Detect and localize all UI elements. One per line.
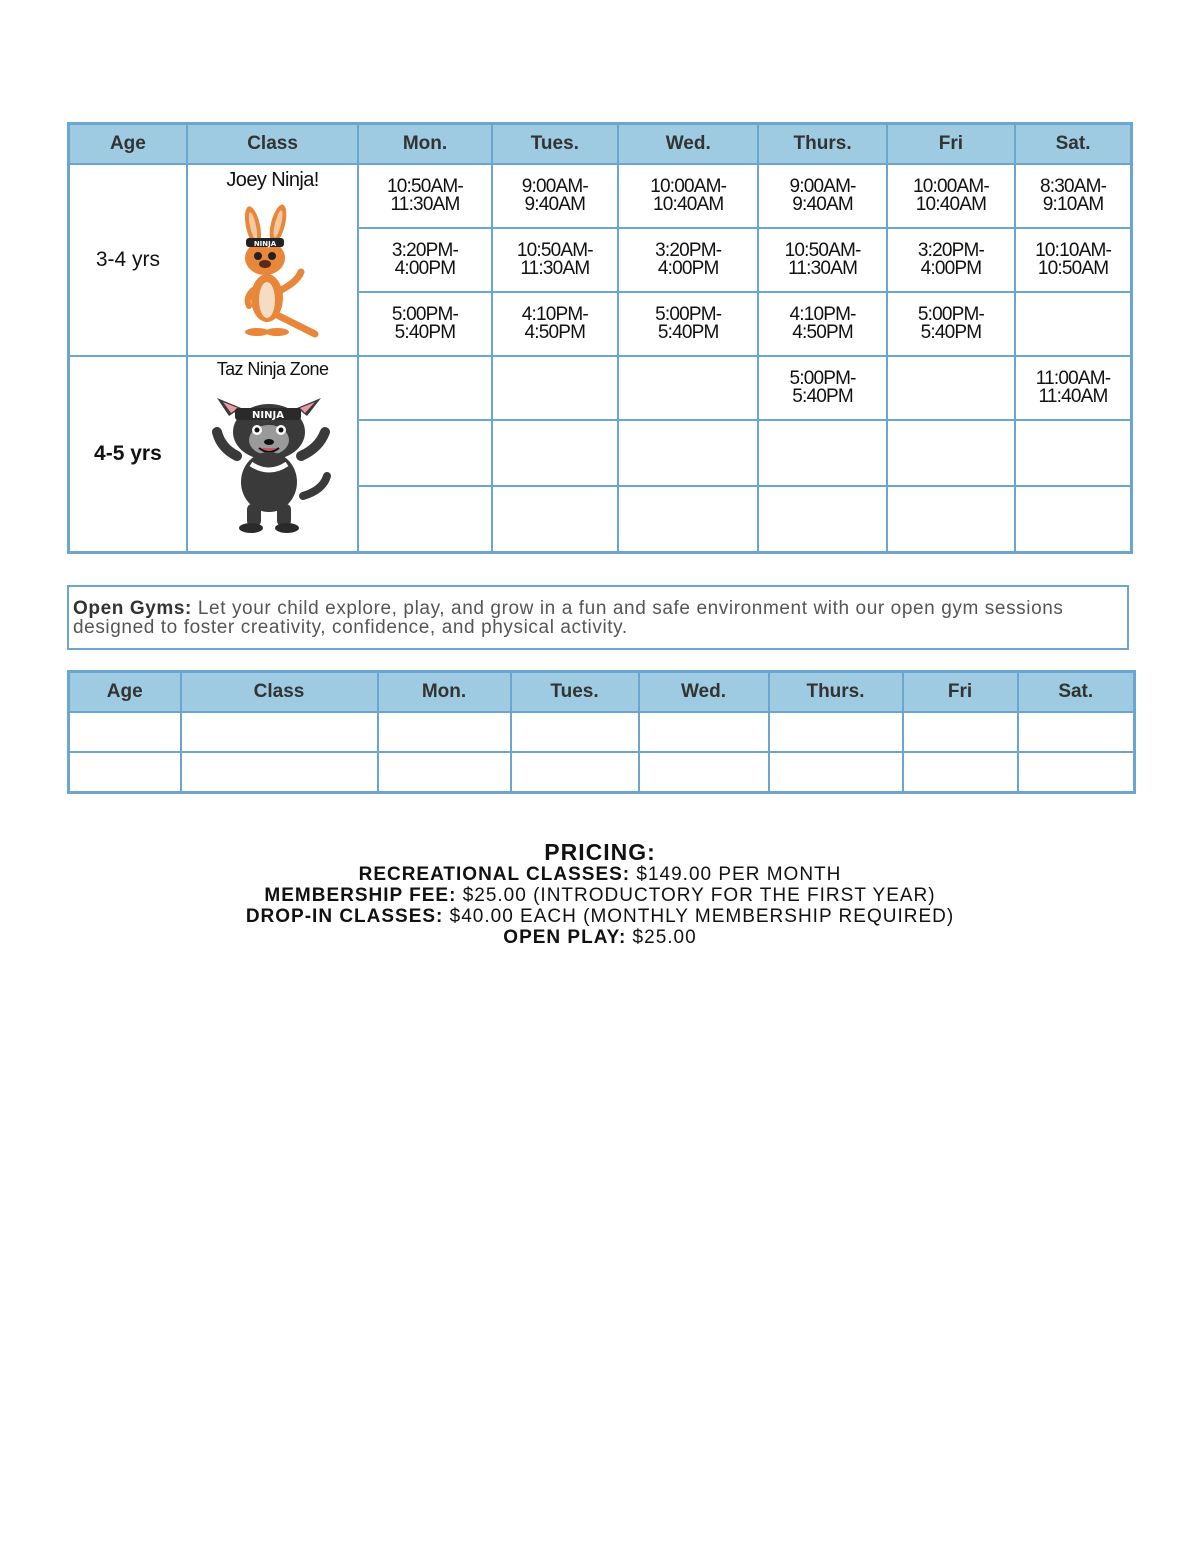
- time-end: 9:40AM: [524, 194, 586, 215]
- open-gym-schedule-table: [67, 670, 1136, 794]
- time-slot-mon: [358, 164, 491, 228]
- header-thurs: Thurs.: [769, 672, 903, 713]
- header-mon: Mon.: [358, 124, 491, 165]
- header-tues: Tues.: [511, 672, 639, 713]
- time-end: 5:40PM: [657, 322, 719, 343]
- headband-text: NINJA: [253, 240, 276, 248]
- table-cell: [769, 712, 903, 752]
- time-slot-thurs: [758, 292, 886, 356]
- time-end: 4:50PM: [792, 322, 853, 343]
- pricing-section: [0, 840, 1200, 948]
- header-wed: Wed.: [618, 124, 758, 165]
- time-start: 5:00PM-: [391, 304, 459, 325]
- header-wed: Wed.: [639, 672, 769, 713]
- table-cell: [69, 752, 181, 793]
- table-cell: [639, 712, 769, 752]
- time-slot-wed: [618, 164, 758, 228]
- time-start: 10:50AM-: [784, 240, 861, 261]
- time-start: 10:10AM-: [1035, 240, 1112, 261]
- time-end: 4:00PM: [394, 258, 456, 279]
- open-gyms-description: [67, 585, 1129, 650]
- header-mon: Mon.: [378, 672, 511, 713]
- time-slot-tues: [492, 228, 618, 292]
- time-slot-tues: [492, 164, 618, 228]
- time-slot-fri: [887, 486, 1015, 553]
- time-slot-tues: [492, 420, 618, 486]
- pricing-label: DROP-IN CLASSES:: [245, 906, 444, 927]
- pricing-value: $149.00 PER MONTH: [630, 864, 842, 885]
- time-slot-mon: [358, 486, 491, 553]
- table-cell: [769, 752, 903, 793]
- time-start: 8:30AM-: [1039, 176, 1107, 197]
- time-slot-wed: [618, 228, 758, 292]
- table-cell: [378, 712, 511, 752]
- time-slot-wed: [618, 420, 758, 486]
- time-slot-sat: [1015, 228, 1131, 292]
- header-sat: Sat.: [1018, 672, 1135, 713]
- time-slot-thurs: [758, 356, 886, 420]
- time-end: 5:40PM: [920, 322, 982, 343]
- time-start: 4:10PM-: [521, 304, 588, 325]
- time-start: 3:20PM-: [391, 240, 459, 261]
- time-end: 9:10AM: [1042, 194, 1104, 215]
- time-slot-sat: [1015, 292, 1131, 356]
- kangaroo-mascot-icon: [223, 198, 323, 338]
- age-cell-3-4: 3-4 yrs: [69, 164, 187, 356]
- pricing-line-membership: [0, 885, 1200, 906]
- pricing-value: $40.00 EACH (MONTHLY MEMBERSHIP REQUIRED): [443, 906, 955, 927]
- time-slot-wed: [618, 486, 758, 553]
- time-start: 5:00PM-: [917, 304, 985, 325]
- time-start: 9:00AM-: [521, 176, 588, 197]
- tasmanian-devil-mascot-icon: [211, 386, 335, 536]
- table-row: [69, 712, 1135, 752]
- time-slot-fri: [887, 164, 1015, 228]
- time-end: 4:00PM: [657, 258, 719, 279]
- open-gyms-text: Let your child explore, play, and grow in a fun and safe environment with our open gym sessions designed to foster creativity, confidence, and physical activity.: [73, 598, 1064, 638]
- time-slot-mon: [358, 356, 491, 420]
- time-end: 11:40AM: [1038, 386, 1108, 407]
- time-end: 10:40AM: [652, 194, 724, 215]
- time-slot-tues: [492, 292, 618, 356]
- table-row: [69, 752, 1135, 793]
- time-slot-tues: [492, 356, 618, 420]
- time-slot-sat: [1015, 420, 1131, 486]
- header-tues: Tues.: [492, 124, 618, 165]
- header-thurs: Thurs.: [758, 124, 886, 165]
- time-end: 9:40AM: [792, 194, 853, 215]
- pricing-title: PRICING:: [544, 839, 656, 865]
- open-gym-header-row: [69, 672, 1135, 713]
- time-slot-fri: [887, 420, 1015, 486]
- time-slot-sat: [1015, 356, 1131, 420]
- table-row: [69, 164, 1132, 228]
- pricing-value: $25.00 (INTRODUCTORY FOR THE FIRST YEAR): [456, 885, 936, 906]
- time-slot-thurs: [758, 420, 886, 486]
- time-end: 5:40PM: [394, 322, 456, 343]
- time-slot-fri: [887, 292, 1015, 356]
- time-slot-sat: [1015, 164, 1131, 228]
- time-slot-wed: [618, 356, 758, 420]
- time-end: 4:00PM: [920, 258, 982, 279]
- class-schedule-table: [67, 122, 1133, 554]
- pricing-line-drop-in: [0, 906, 1200, 927]
- time-slot-fri: [887, 356, 1015, 420]
- header-fri: Fri: [903, 672, 1018, 713]
- time-end: 11:30AM: [788, 258, 858, 279]
- table-cell: [903, 712, 1018, 752]
- time-end: 5:40PM: [792, 386, 853, 407]
- time-start: 10:50AM-: [516, 240, 593, 261]
- class-cell-joey-ninja: [187, 164, 358, 356]
- time-slot-wed: [618, 292, 758, 356]
- header-fri: Fri: [887, 124, 1015, 165]
- time-start: 10:00AM-: [912, 176, 989, 197]
- table-cell: [1018, 712, 1135, 752]
- class-name: Taz Ninja Zone: [216, 359, 329, 379]
- time-end: 11:30AM: [520, 258, 590, 279]
- header-sat: Sat.: [1015, 124, 1131, 165]
- headband-text: NINJA: [251, 410, 284, 421]
- table-cell: [181, 752, 378, 793]
- header-class: Class: [181, 672, 378, 713]
- pricing-line-open-play: [0, 927, 1200, 948]
- header-age: Age: [69, 672, 181, 713]
- time-start: 3:20PM-: [655, 240, 722, 261]
- pricing-value: $25.00: [626, 927, 697, 948]
- time-start: 5:00PM-: [789, 368, 856, 389]
- time-slot-thurs: [758, 228, 886, 292]
- table-cell: [181, 712, 378, 752]
- header-class: Class: [187, 124, 358, 165]
- pricing-label: MEMBERSHIP FEE:: [264, 885, 457, 906]
- time-slot-mon: [358, 228, 491, 292]
- time-end: 11:30AM: [390, 194, 460, 215]
- pricing-line-recreational: [0, 864, 1200, 885]
- table-cell: [511, 752, 639, 793]
- class-cell-taz-ninja-zone: [187, 356, 358, 553]
- table-cell: [639, 752, 769, 793]
- time-end: 10:40AM: [915, 194, 987, 215]
- time-start: 5:00PM-: [655, 304, 722, 325]
- time-start: 10:00AM-: [650, 176, 727, 197]
- class-name: Joey Ninja!: [226, 169, 319, 191]
- time-slot-mon: [358, 292, 491, 356]
- time-slot-thurs: [758, 486, 886, 553]
- age-cell-4-5: 4-5 yrs: [69, 356, 187, 553]
- pricing-label: OPEN PLAY:: [503, 927, 627, 948]
- time-start: 9:00AM-: [789, 176, 856, 197]
- time-slot-fri: [887, 228, 1015, 292]
- open-gyms-label: Open Gyms:: [73, 598, 192, 619]
- time-start: 3:20PM-: [917, 240, 985, 261]
- table-cell: [378, 752, 511, 793]
- table-cell: [511, 712, 639, 752]
- table-row: [69, 356, 1132, 420]
- time-end: 10:50AM: [1037, 258, 1109, 279]
- schedule-header-row: [69, 124, 1132, 165]
- time-slot-tues: [492, 486, 618, 553]
- time-start: 4:10PM-: [789, 304, 856, 325]
- time-start: 10:50AM-: [386, 176, 463, 197]
- pricing-label: RECREATIONAL CLASSES:: [358, 864, 631, 885]
- time-start: 11:00AM-: [1035, 368, 1111, 389]
- time-end: 4:50PM: [524, 322, 586, 343]
- table-cell: [903, 752, 1018, 793]
- time-slot-thurs: [758, 164, 886, 228]
- table-cell: [1018, 752, 1135, 793]
- header-age: Age: [69, 124, 187, 165]
- table-cell: [69, 712, 181, 752]
- time-slot-mon: [358, 420, 491, 486]
- time-slot-sat: [1015, 486, 1131, 553]
